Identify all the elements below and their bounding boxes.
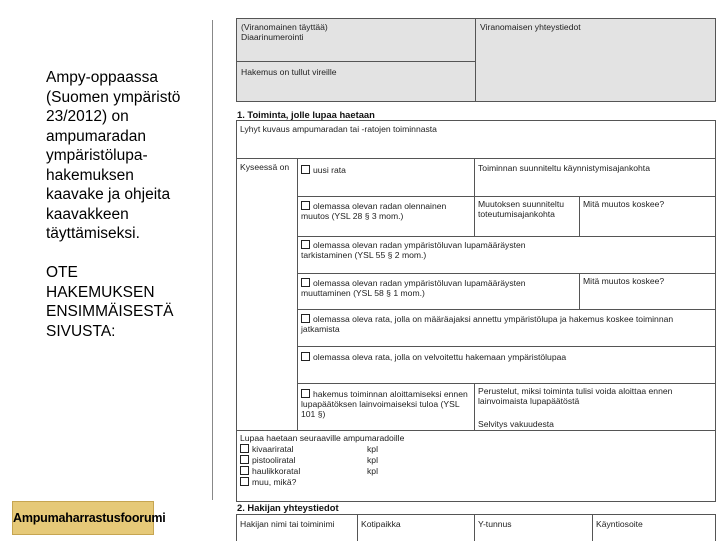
intro-text — [46, 68, 226, 341]
range-row[interactable]: kivaariratal — [240, 444, 294, 454]
application-pending-label: Hakemus on tullut vireille — [241, 67, 337, 77]
range-unit: kpl — [367, 466, 378, 476]
option-continue-operation[interactable]: olemassa oleva rata, jolla on määräajaksi annettu ympäristölupa ja hakemus koskee toiminnan jatkamista — [301, 314, 674, 334]
range-row[interactable]: muu, mikä? — [240, 477, 296, 487]
change-timing-label: Muutoksen suunniteltu toteutumisajankohta — [478, 199, 564, 219]
range-unit: kpl — [367, 444, 378, 454]
option-review-permit[interactable]: olemassa olevan radan ympäristöluvan lupamääräysten tarkistaminen (YSL 55 § 2 mom.) — [301, 240, 526, 260]
range-unit: kpl — [367, 455, 378, 465]
column-applicant-name: Hakijan nimi tai toiminimi — [240, 519, 335, 529]
document-edge-line — [212, 20, 213, 500]
form-document — [212, 0, 720, 540]
column-domicile: Kotipaikka — [361, 519, 401, 529]
range-row[interactable]: haulikkoratal — [240, 466, 300, 476]
brief-description-label: Lyhyt kuvaus ampumaradan tai -ratojen toiminnasta — [240, 124, 437, 134]
column-business-id: Y-tunnus — [478, 519, 512, 529]
checkbox-continue-operation[interactable] — [301, 314, 310, 323]
checkbox-new-range[interactable] — [301, 165, 310, 174]
option-obligated[interactable]: olemassa oleva rata, jolla on velvoitettu hakemaan ympäristölupaa — [301, 352, 701, 362]
checkbox-obligated[interactable] — [301, 352, 310, 361]
ranges-label: Lupaa haetaan seuraaville ampumaradoille — [240, 433, 405, 443]
what-change-label-1: Mitä muutos koskee? — [583, 199, 665, 209]
authority-contact-label: Viranomaisen yhteystiedot — [480, 22, 581, 32]
planned-start-label: Toiminnan suunniteltu käynnistymisajankohta — [478, 163, 650, 173]
option-new-range[interactable]: uusi rata — [301, 165, 346, 175]
checkbox-start-before-final[interactable] — [301, 389, 310, 398]
intro-paragraph-1: Ampy-oppaassa (Suomen ympäristö 23/2012) on ampumaradan ympäristölupa- hakemuksen kaavake ja ohjeita kaavakkeen täyttämiseksi. — [46, 69, 181, 242]
option-start-before-final[interactable]: hakemus toiminnan aloittamiseksi ennen lupapäätöksen lainvoimaiseksi tuloa (YSL 101 §) — [301, 389, 468, 419]
authority-box — [236, 18, 716, 102]
section-2-title: 2. Hakijan yhteystiedot — [237, 502, 339, 513]
column-visiting-address: Käyntiosoite — [596, 519, 643, 529]
checkbox-range-pistol[interactable] — [240, 455, 249, 464]
checkbox-range-other[interactable] — [240, 477, 249, 486]
authority-fills-label: (Viranomainen täyttää) — [241, 22, 328, 32]
range-row[interactable]: pistooliratal — [240, 455, 295, 465]
checkbox-change-existing[interactable] — [301, 201, 310, 210]
section-1-form — [236, 120, 716, 502]
intro-paragraph-2: OTE HAKEMUKSEN ENSIMMÄISESTÄ SIVUSTA: — [46, 264, 174, 340]
option-change-permit[interactable]: olemassa olevan radan ympäristöluvan lupamääräysten muuttaminen (YSL 58 § 1 mom.) — [301, 278, 526, 298]
justification-label: Perustelut, miksi toiminta tulisi voida aloittaa ennen lainvoimaista lupapäätöstä — [478, 386, 673, 406]
what-change-label-2: Mitä muutos koskee? — [583, 276, 665, 286]
security-label: Selvitys vakuudesta — [478, 419, 554, 429]
option-change-existing[interactable]: olemassa olevan radan olennainen muutos (YSL 28 § 3 mom.) — [301, 201, 447, 221]
logo-ampumaharrastusfoorumi: Ampumaharrastusfoorumi — [12, 501, 154, 535]
section-2-header-row — [236, 514, 716, 541]
section-1-title: 1. Toiminta, jolle lupaa haetaan — [237, 109, 375, 120]
question-label: Kyseessä on — [240, 162, 290, 172]
checkbox-range-rifle[interactable] — [240, 444, 249, 453]
checkbox-change-permit[interactable] — [301, 278, 310, 287]
checkbox-review-permit[interactable] — [301, 240, 310, 249]
record-number-label: Diaarinumerointi — [241, 32, 304, 42]
checkbox-range-shotgun[interactable] — [240, 466, 249, 475]
